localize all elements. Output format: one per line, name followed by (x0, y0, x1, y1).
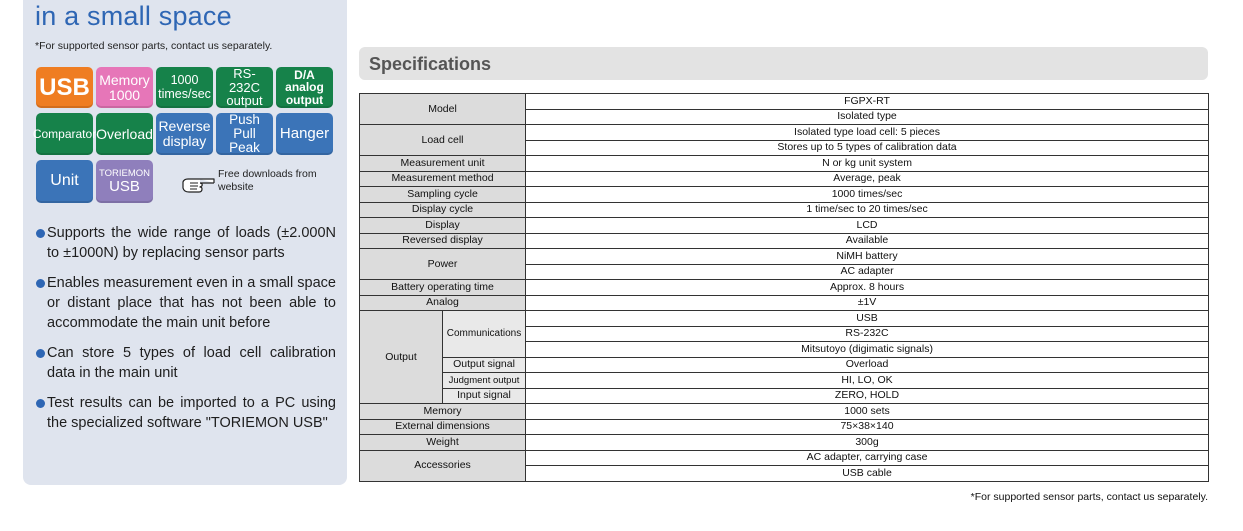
hanger-badge: Hanger (276, 113, 333, 155)
spec-sublabel: Output signal (443, 357, 526, 373)
table-row (360, 233, 1209, 249)
table-row (360, 450, 1209, 466)
table-row (360, 249, 1209, 265)
spec-value: AC adapter, carrying case (526, 450, 1209, 466)
spec-value: Available (526, 233, 1209, 249)
toriemon-badge-top: TORIEMON (98, 167, 151, 179)
spec-value: USB (526, 311, 1209, 327)
table-row (360, 94, 1209, 110)
spec-value: HI, LO, OK (526, 373, 1209, 389)
list-item: Enables measurement even in a small space or distant place that has not been able to accommodate the main unit before (36, 273, 336, 333)
spec-value: 1000 sets (526, 404, 1209, 420)
spec-label: External dimensions (360, 419, 526, 435)
pointing-hand-icon (180, 170, 216, 196)
bullet-dot-icon (36, 229, 45, 238)
overload-badge: Overload (96, 113, 153, 155)
table-row (360, 311, 1209, 327)
spec-value: Overload (526, 357, 1209, 373)
table-row (360, 187, 1209, 203)
spec-value: RS-232C (526, 326, 1209, 342)
table-row (360, 218, 1209, 234)
table-row (360, 419, 1209, 435)
feature-panel (23, 0, 347, 485)
spec-sublabel: Communications (443, 311, 526, 358)
spec-label: Output (360, 311, 443, 404)
specifications-table (359, 93, 1209, 482)
spec-label: Accessories (360, 450, 526, 481)
feature-list (36, 223, 336, 443)
bullet-dot-icon (36, 399, 45, 408)
specifications-title: Specifications (369, 54, 492, 74)
memory-badge: Memory 1000 (96, 67, 153, 108)
spec-label: Display (360, 218, 526, 234)
spec-value: ±1V (526, 295, 1209, 311)
spec-label: Sampling cycle (360, 187, 526, 203)
spec-label: Weight (360, 435, 526, 451)
rs232c-badge: RS-232C output (216, 67, 273, 108)
spec-value: LCD (526, 218, 1209, 234)
unit-badge: Unit (36, 160, 93, 203)
push-pull-peak-badge: Push Pull Peak (216, 113, 273, 155)
reverse-display-badge: Reverse display (156, 113, 213, 155)
table-row (360, 171, 1209, 187)
spec-label: Model (360, 94, 526, 125)
spec-value: Stores up to 5 types of calibration data (526, 140, 1209, 156)
table-row (360, 357, 1209, 373)
sensor-note: *For supported sensor parts, contact us separately. (35, 40, 273, 52)
spec-value: Isolated type (526, 109, 1209, 125)
table-row (360, 280, 1209, 296)
table-row (360, 373, 1209, 389)
footnote: *For supported sensor parts, contact us separately. (970, 491, 1208, 503)
spec-label: Reversed display (360, 233, 526, 249)
spec-value: NiMH battery (526, 249, 1209, 265)
spec-value: Approx. 8 hours (526, 280, 1209, 296)
list-item: Can store 5 types of load cell calibration data in the main unit (36, 343, 336, 383)
da-output-badge: D/A analog output (276, 67, 333, 108)
comparator-badge: Comparator (36, 113, 93, 155)
spec-value: USB cable (526, 466, 1209, 482)
spec-value: Average, peak (526, 171, 1209, 187)
table-row (360, 202, 1209, 218)
spec-value: 1 time/sec to 20 times/sec (526, 202, 1209, 218)
toriemon-badge-bottom: USB (109, 177, 140, 195)
table-row (360, 125, 1209, 141)
bullet-dot-icon (36, 279, 45, 288)
panel-heading: in a small space (35, 1, 232, 31)
table-row (360, 156, 1209, 172)
spec-value: AC adapter (526, 264, 1209, 280)
spec-label: Battery operating time (360, 280, 526, 296)
spec-label: Analog (360, 295, 526, 311)
spec-value: N or kg unit system (526, 156, 1209, 172)
sampling-rate-badge: 1000 times/sec (156, 67, 213, 108)
spec-value: 1000 times/sec (526, 187, 1209, 203)
free-download-note (180, 166, 330, 202)
free-download-text: Free downloads from website (218, 168, 317, 193)
spec-value: 75×38×140 (526, 419, 1209, 435)
table-row (360, 295, 1209, 311)
spec-label: Display cycle (360, 202, 526, 218)
spec-label: Power (360, 249, 526, 280)
table-row (360, 388, 1209, 404)
spec-label: Measurement method (360, 171, 526, 187)
spec-value: Mitsutoyo (digimatic signals) (526, 342, 1209, 358)
spec-label: Memory (360, 404, 526, 420)
specifications-header (359, 47, 1208, 80)
spec-value: Isolated type load cell: 5 pieces (526, 125, 1209, 141)
table-row (360, 404, 1209, 420)
usb-badge: USB (36, 67, 93, 108)
bullet-dot-icon (36, 349, 45, 358)
toriemon-usb-badge (96, 160, 153, 203)
spec-value: ZERO, HOLD (526, 388, 1209, 404)
spec-sublabel: Judgment output (443, 373, 526, 389)
spec-value: 300g (526, 435, 1209, 451)
table-row (360, 435, 1209, 451)
spec-value: FGPX-RT (526, 94, 1209, 110)
list-item: Test results can be imported to a PC using the specialized software "TORIEMON USB" (36, 393, 336, 433)
list-item: Supports the wide range of loads (±2.000N to ±1000N) by replacing sensor parts (36, 223, 336, 263)
spec-label: Measurement unit (360, 156, 526, 172)
spec-sublabel: Input signal (443, 388, 526, 404)
spec-label: Load cell (360, 125, 526, 156)
